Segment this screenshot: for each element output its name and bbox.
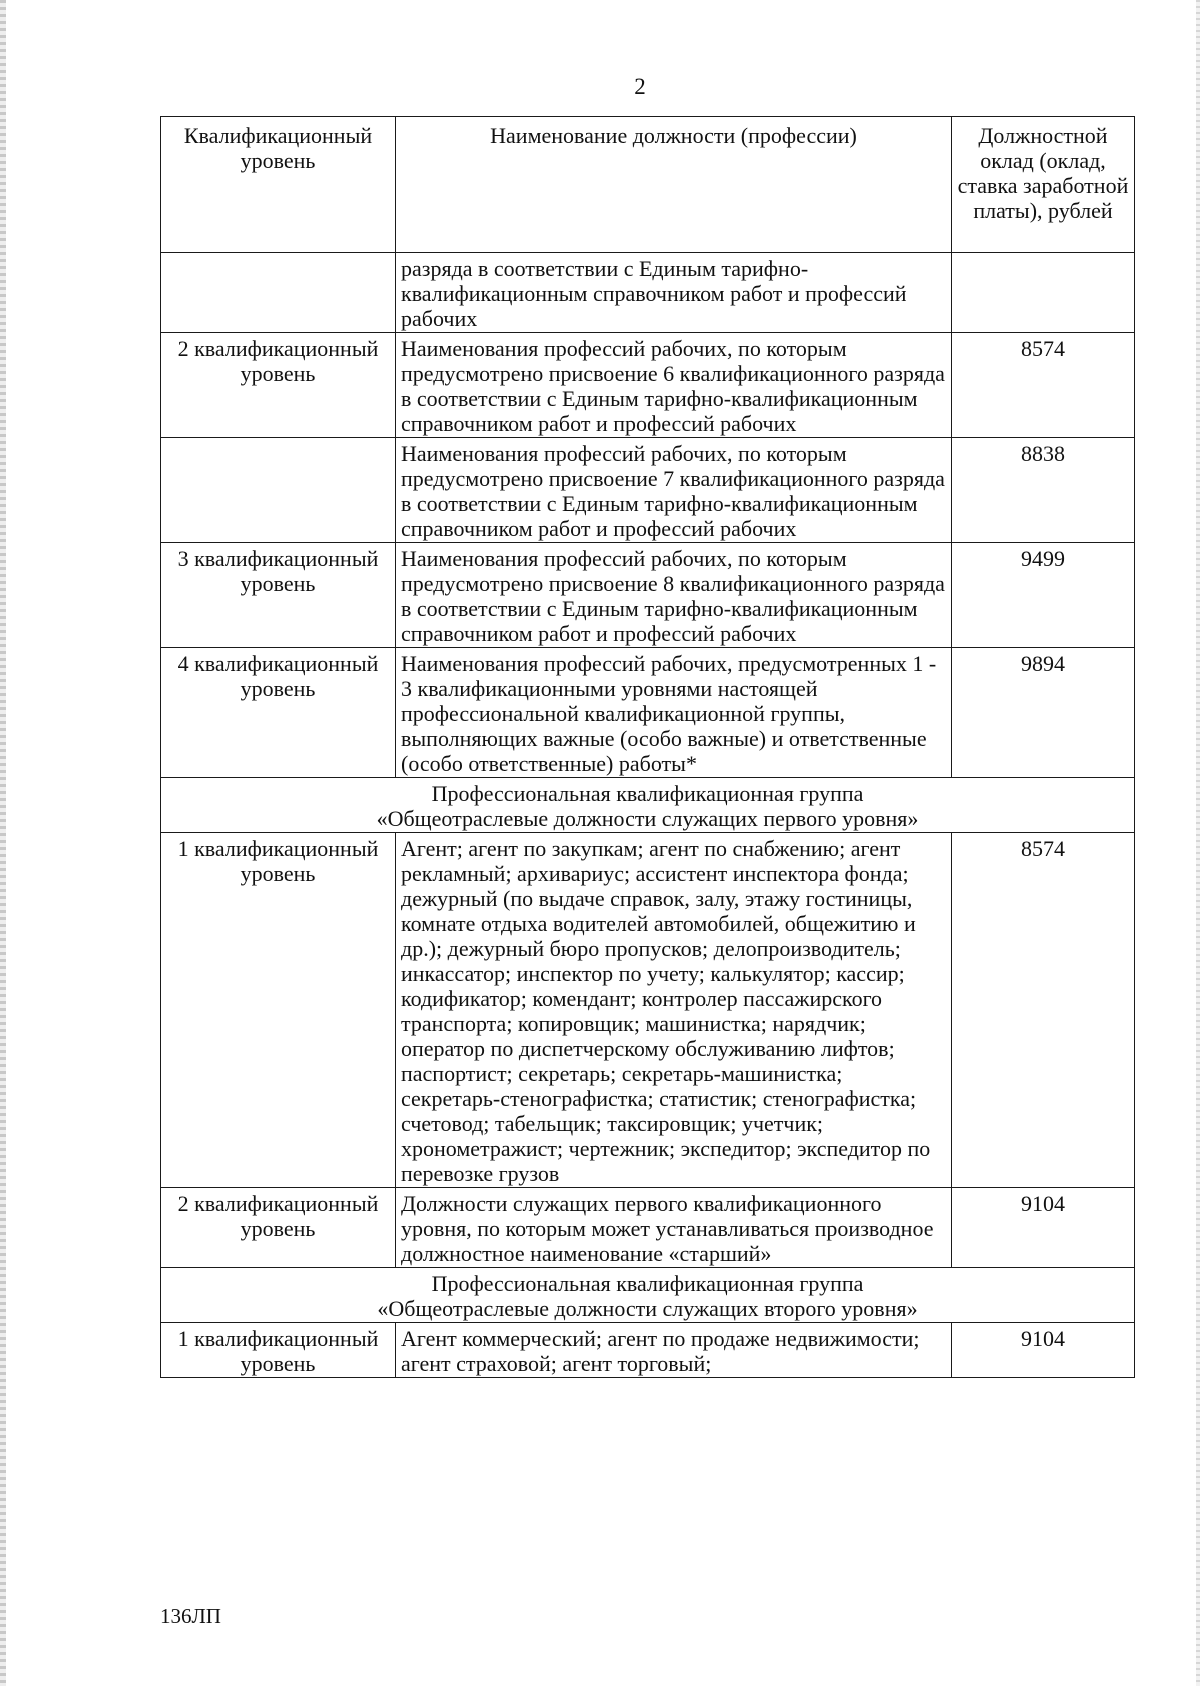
row-name: Наименования профессий рабочих, по которым предусмотрено присвоение 7 квалификационного разряда в соответствии с Единым тарифно-квалификационным справочником работ и профессий рабочих	[396, 438, 952, 543]
row-level: 3 квалификационный уровень	[161, 543, 396, 648]
group-name: «Общеотраслевые должности служащих второго уровня»	[377, 1296, 918, 1321]
table-row	[161, 543, 1135, 648]
row-name: Наименования профессий рабочих, по которым предусмотрено присвоение 8 квалификационного разряда в соответствии с Единым тарифно-квалификационным справочником работ и профессий рабочих	[396, 543, 952, 648]
row-level: 2 квалификационный уровень	[161, 1188, 396, 1268]
row-salary: 9104	[952, 1188, 1135, 1268]
row-name: Наименования профессий рабочих, предусмотренных 1 - 3 квалификационными уровнями настоящей профессиональной квалификационной группы, выполняющих важные (особо важные) и ответственные (особо ответственные) работы*	[396, 648, 952, 778]
table-row	[161, 648, 1135, 778]
row-salary: 8574	[952, 833, 1135, 1188]
table-row	[161, 1323, 1135, 1378]
row-name: Агент; агент по закупкам; агент по снабжению; агент рекламный; архивариус; ассистент инспектора фонда; дежурный (по выдаче справок, залу, этажу гостиницы, комнате отдыха водителей автомобилей, общежитию и др.); дежурный бюро пропусков; делопроизводитель; инкассатор; инспектор по учету; калькулятор; кассир; кодификатор; комендант; контролер пассажирского транспорта; копировщик; машинистка; нарядчик; оператор по диспетчерскому обслуживанию лифтов; паспортист; секретарь; секретарь-машинистка; секретарь-стенографистка; статистик; стенографистка; счетовод; табельщик; таксировщик; учетчик; хронометражист; чертежник; экспедитор; экспедитор по перевозке грузов	[396, 833, 952, 1188]
scan-edge-left	[0, 0, 6, 1686]
group-title: Профессиональная квалификационная группа	[431, 1271, 864, 1296]
row-salary: 9104	[952, 1323, 1135, 1378]
table-row	[161, 333, 1135, 438]
group-header	[161, 778, 1135, 833]
table-row	[161, 253, 1135, 333]
table-header-row	[161, 117, 1135, 253]
row-name: Наименования профессий рабочих, по которым предусмотрено присвоение 6 квалификационного разряда в соответствии с Единым тарифно-квалификационным справочником работ и профессий рабочих	[396, 333, 952, 438]
header-level: Квалификационный уровень	[161, 117, 396, 253]
group-header-row	[161, 778, 1135, 833]
row-level	[161, 253, 396, 333]
document-code: 136ЛП	[160, 1604, 221, 1628]
group-title: Профессиональная квалификационная группа	[431, 781, 864, 806]
row-level	[161, 438, 396, 543]
page-number: 2	[634, 74, 646, 99]
table-row	[161, 438, 1135, 543]
header-name: Наименование должности (профессии)	[396, 117, 952, 253]
header-salary: Должностной оклад (оклад, ставка заработной платы), рублей	[952, 117, 1135, 253]
group-name: «Общеотраслевые должности служащих первого уровня»	[376, 806, 919, 831]
row-salary: 9499	[952, 543, 1135, 648]
salary-table	[160, 116, 1135, 1378]
scan-edge-right	[1196, 0, 1200, 1686]
row-level: 1 квалификационный уровень	[161, 1323, 396, 1378]
row-name: Должности служащих первого квалификационного уровня, по которым может устанавливаться производное должностное наименование «старший»	[396, 1188, 952, 1268]
row-salary	[952, 253, 1135, 333]
row-salary: 8574	[952, 333, 1135, 438]
group-header	[161, 1268, 1135, 1323]
row-level: 1 квалификационный уровень	[161, 833, 396, 1188]
row-name: разряда в соответствии с Единым тарифно-квалификационным справочником работ и профессий рабочих	[396, 253, 952, 333]
row-level: 2 квалификационный уровень	[161, 333, 396, 438]
table-row	[161, 833, 1135, 1188]
group-header-row	[161, 1268, 1135, 1323]
row-salary: 9894	[952, 648, 1135, 778]
row-level: 4 квалификационный уровень	[161, 648, 396, 778]
row-salary: 8838	[952, 438, 1135, 543]
row-name: Агент коммерческий; агент по продаже недвижимости; агент страховой; агент торговый;	[396, 1323, 952, 1378]
table-row	[161, 1188, 1135, 1268]
